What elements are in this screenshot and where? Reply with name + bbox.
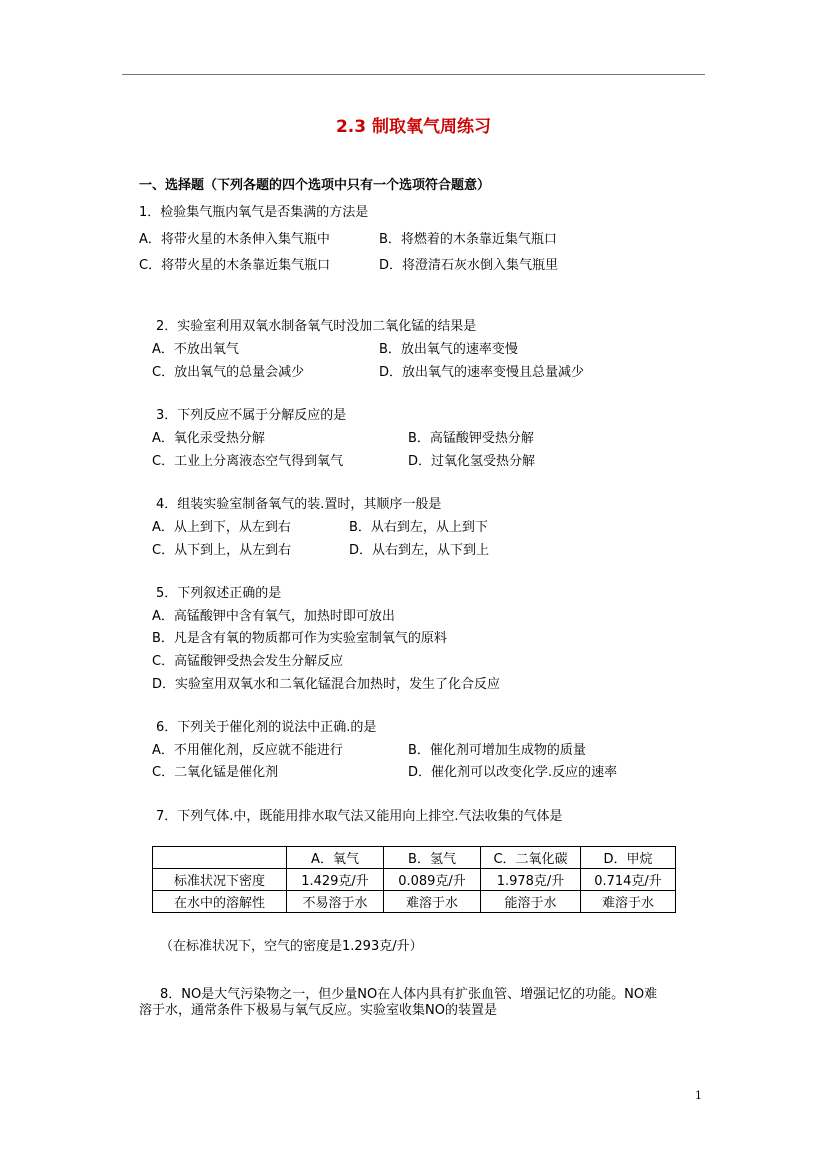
table-header-cell: B．氢气 — [384, 847, 481, 869]
table-row — [153, 891, 676, 913]
question-5-stem: 5．下列叙述正确的是 — [156, 586, 282, 601]
question-3-option-d: D．过氧化氢受热分解 — [408, 454, 536, 469]
question-7-stem: 7．下列气体.中，既能用排水取气法又能用向上排空.气法收集的气体是 — [156, 809, 563, 824]
table-cell: 在水中的溶解性 — [153, 891, 287, 913]
question-2-stem: 2．实验室利用双氧水制备氧气时没加二氧化锰的结果是 — [156, 319, 477, 334]
page-number: 1 — [695, 1089, 702, 1102]
question-5-option-a: A．高锰酸钾中含有氧气，加热时即可放出 — [152, 609, 395, 624]
question-3-option-b: B．高锰酸钾受热分解 — [408, 431, 534, 446]
question-4-option-d: D．从右到左，从下到上 — [349, 543, 490, 558]
question-4-option-c: C．从下到上，从左到右 — [152, 543, 292, 558]
gas-properties-table — [152, 846, 676, 913]
page-title: 2.3 制取氧气周练习 — [335, 117, 492, 137]
question-1-option-b: B．将燃着的木条靠近集气瓶口 — [379, 232, 557, 247]
table-cell: 能溶于水 — [481, 891, 581, 913]
question-4-option-a: A．从上到下，从左到右 — [152, 520, 291, 535]
table-header-row — [153, 847, 676, 869]
section-heading: 一、选择题（下列各题的四个选项中只有一个选项符合题意） — [139, 178, 491, 193]
question-2-option-c: C．放出氧气的总量会减少 — [152, 365, 305, 380]
question-6-option-c: C．二氧化锰是催化剂 — [152, 765, 279, 780]
table-header-cell: D．甲烷 — [581, 847, 676, 869]
question-5-option-d: D．实验室用双氧水和二氧化锰混合加热时，发生了化合反应 — [152, 677, 501, 692]
table-cell: 不易溶于水 — [287, 891, 384, 913]
table-header-cell — [153, 847, 287, 869]
question-4-option-b: B．从右到左，从上到下 — [349, 520, 488, 535]
table-cell: 难溶于水 — [581, 891, 676, 913]
table-cell: 1.429克/升 — [287, 869, 384, 891]
header-rule — [122, 74, 705, 75]
question-2-option-a: A．不放出氧气 — [152, 342, 239, 357]
question-1-stem: 1．检验集气瓶内氧气是否集满的方法是 — [139, 205, 369, 220]
question-6-option-d: D．催化剂可以改变化学.反应的速率 — [408, 765, 618, 780]
question-7-note: （在标准状况下，空气的密度是1.293克/升） — [160, 939, 423, 954]
table-cell: 难溶于水 — [384, 891, 481, 913]
question-4-stem: 4．组装实验室制备氧气的装.置时，其顺序一般是 — [156, 497, 442, 512]
question-8-line-1: 8．NO是大气污染物之一，但少量NO在人体内具有扩张血管、增强记忆的功能。NO难 — [160, 987, 658, 1002]
question-2-option-b: B．放出氧气的速率变慢 — [379, 342, 518, 357]
question-3-option-a: A．氧化汞受热分解 — [152, 431, 265, 446]
question-6-option-a: A．不用催化剂，反应就不能进行 — [152, 743, 343, 758]
table-cell: 0.714克/升 — [581, 869, 676, 891]
question-3-option-c: C．工业上分离液态空气得到氧气 — [152, 454, 344, 469]
question-1-option-d: D．将澄清石灰水倒入集气瓶里 — [379, 258, 559, 273]
question-1-option-c: C．将带火星的木条靠近集气瓶口 — [139, 258, 331, 273]
table-header-cell: A．氧气 — [287, 847, 384, 869]
table-row — [153, 869, 676, 891]
question-3-stem: 3．下列反应不属于分解反应的是 — [156, 408, 347, 423]
table-cell: 标准状况下密度 — [153, 869, 287, 891]
question-5-option-c: C．高锰酸钾受热会发生分解反应 — [152, 654, 344, 669]
question-1-option-a: A．将带火星的木条伸入集气瓶中 — [139, 232, 330, 247]
question-8-line-2: 溶于水，通常条件下极易与氧气反应。实验室收集NO的装置是 — [139, 1003, 497, 1018]
table-cell: 1.978克/升 — [481, 869, 581, 891]
table-header-cell: C．二氧化碳 — [481, 847, 581, 869]
question-2-option-d: D．放出氧气的速率变慢且总量减少 — [379, 365, 585, 380]
table-cell: 0.089克/升 — [384, 869, 481, 891]
question-6-option-b: B．催化剂可增加生成物的质量 — [408, 743, 586, 758]
question-6-stem: 6．下列关于催化剂的说法中正确.的是 — [156, 720, 377, 735]
question-5-option-b: B．凡是含有氧的物质都可作为实验室制氧气的原料 — [152, 631, 447, 646]
